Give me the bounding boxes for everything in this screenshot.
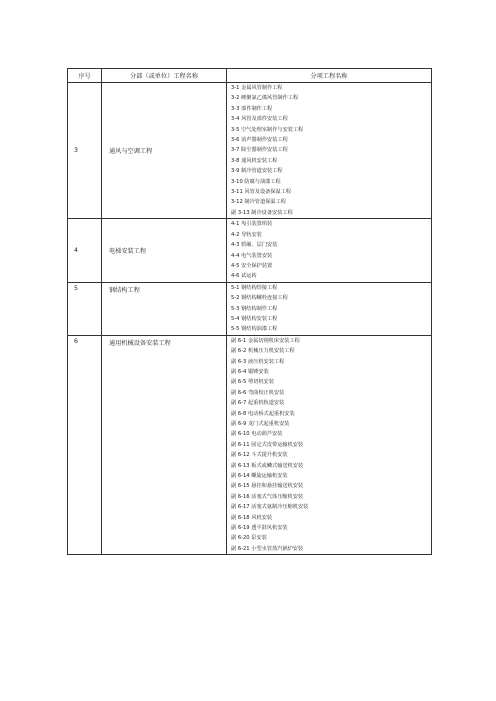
header-seq: 序号 bbox=[68, 69, 102, 83]
row-seq: 3 bbox=[68, 83, 102, 219]
subitem: 5-4 钢结构安装工程 bbox=[231, 315, 278, 322]
row-division-name: 电梯安装工程 bbox=[102, 219, 227, 282]
subitem: 3-10 防腐与油漆工程 bbox=[231, 178, 281, 185]
subitem: 4-3 轿厢、层门安装 bbox=[231, 242, 278, 249]
subitem: 3-2 硬聚氯乙烯风管制作工程 bbox=[231, 95, 299, 102]
subitem: 3-9 制冷管道安装工程 bbox=[231, 168, 283, 175]
header-division-name: 分部（或单位）工程名称 bbox=[102, 69, 227, 83]
subitem: 3-3 部件制作工程 bbox=[231, 105, 273, 112]
row-subitems bbox=[227, 219, 432, 282]
subitem: 3-5 空气处理室制作与安装工程 bbox=[231, 126, 304, 133]
subitem: 副 6-1 金属切削机床安装工程 bbox=[231, 337, 300, 344]
subitem: 5-1 钢结构焊接工程 bbox=[231, 284, 278, 291]
row-division-name: 钢结构工程 bbox=[102, 282, 227, 335]
subitem: 副 6-3 液压机安装工程 bbox=[231, 358, 285, 365]
subitem: 副 6-16 活塞式气体压缩机安装 bbox=[231, 493, 304, 500]
subitem: 副 6-17 活塞式氨制冷压缩机安装 bbox=[231, 504, 309, 511]
subitem: 副 6-18 风机安装 bbox=[231, 514, 273, 521]
subitem: 4-1 曳引装置组装 bbox=[231, 221, 273, 228]
subitem: 副 6-21 小型水管蒸汽锅炉安装 bbox=[231, 545, 304, 552]
subitem: 副 6-5 剪切机安装 bbox=[231, 379, 274, 386]
row-subitems bbox=[227, 83, 432, 219]
subitem: 3-4 风管及部件安装工程 bbox=[231, 116, 288, 123]
subitem: 副 6-4 锻锤安装 bbox=[231, 368, 269, 375]
table-row bbox=[68, 282, 432, 335]
row-seq: 5 bbox=[68, 282, 102, 335]
subitem: 副 6-2 机械压力机安装工程 bbox=[231, 348, 295, 355]
subitem: 4-5 安全保护装置 bbox=[231, 262, 273, 269]
subitem: 副 6-15 悬挂和悬挂输送机安装 bbox=[231, 483, 304, 490]
subitem: 3-1 金属风管制作工程 bbox=[231, 85, 283, 91]
subitem: 3-7 除尘器制作安装工程 bbox=[231, 147, 288, 154]
table-row bbox=[68, 83, 432, 219]
subitem: 副 6-8 电动桥式起重机安装 bbox=[231, 410, 295, 417]
subitem: 副 6-13 板式或鳞式输送机安装 bbox=[231, 462, 304, 469]
subitem: 4-6 试运转 bbox=[231, 273, 257, 280]
header-subitem-name: 分项工程名称 bbox=[227, 69, 432, 83]
subitem: 副 6-20 泵安装 bbox=[231, 535, 267, 542]
subitem: 副 6-12 斗式提升机安装 bbox=[231, 452, 288, 459]
subitem: 副 3-13 制冷设备安装工程 bbox=[231, 209, 293, 216]
subitem: 3-11 风管及设备保温工程 bbox=[231, 189, 292, 196]
subitem: 4-4 电气装置安装 bbox=[231, 252, 273, 259]
row-division-name: 通风与空调工程 bbox=[102, 83, 227, 219]
subitem: 副 6-10 电动葫芦安装 bbox=[231, 431, 283, 438]
subitem: 副 6-11 固定式皮带运输机安装 bbox=[231, 441, 304, 448]
subitem: 副 6-7 起重机轨道安装 bbox=[231, 400, 285, 407]
subitem: 5-5 钢结构油漆工程 bbox=[231, 326, 278, 333]
subitem: 3-12 制冷管道保温工程 bbox=[231, 199, 286, 206]
subitem: 5-3 钢结构制作工程 bbox=[231, 305, 278, 312]
row-subitems bbox=[227, 335, 432, 555]
subitem: 副 6-9 龙门式起重机安装 bbox=[231, 421, 290, 427]
subitem: 5-2 钢结构螺栓连接工程 bbox=[231, 295, 288, 302]
row-division-name: 通用机械设备安装工程 bbox=[102, 335, 227, 555]
row-subitems bbox=[227, 282, 432, 335]
subitem: 3-6 消声器制作安装工程 bbox=[231, 137, 288, 144]
subitem: 3-8 通风机安装工程 bbox=[231, 157, 278, 164]
subitem: 副 6-6 弯曲校正机安装 bbox=[231, 389, 285, 396]
project-table bbox=[67, 68, 432, 555]
subitem: 副 6-14 螺旋运输机安装 bbox=[231, 473, 288, 480]
row-seq: 4 bbox=[68, 219, 102, 282]
header-row bbox=[68, 69, 432, 83]
row-seq: 6 bbox=[68, 335, 102, 555]
table-row bbox=[68, 219, 432, 282]
subitem: 4-2 导轨安装 bbox=[231, 231, 262, 238]
subitem: 副 6-19 透平鼓风机安装 bbox=[231, 525, 288, 532]
table-row bbox=[68, 335, 432, 555]
